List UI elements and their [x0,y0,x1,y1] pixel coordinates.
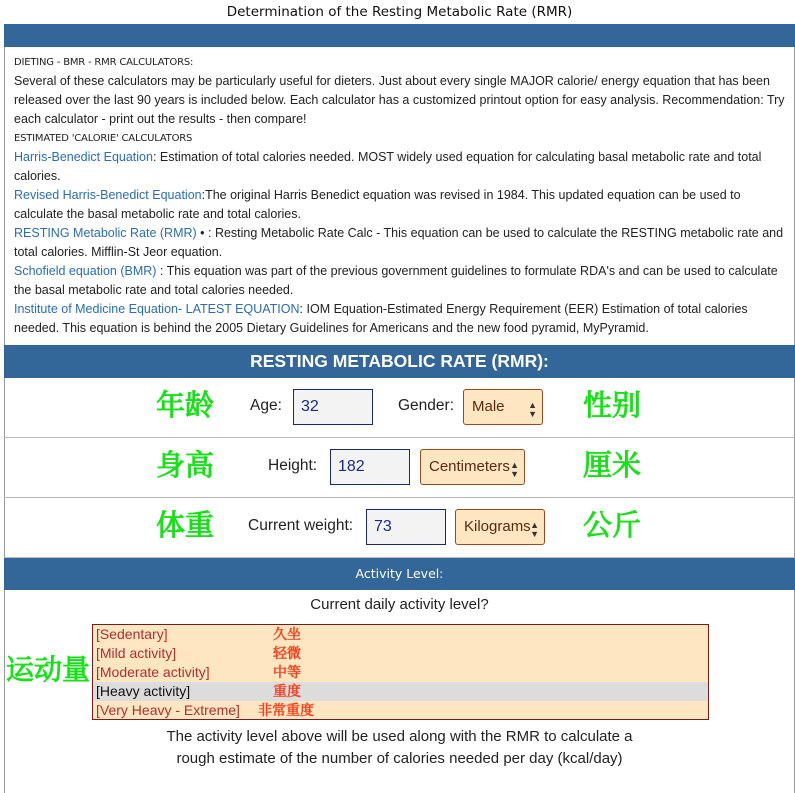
gender-cn-annotation: 性别 [583,390,642,422]
activity-level-bar: Activity Level: [4,558,795,590]
activity-option-moderate[interactable] [93,663,708,682]
option-cn-annotation: 重度 [273,683,301,699]
top-blue-bar [4,24,795,47]
calculator-item-rmr [14,224,786,262]
height-cn-annotation: 身高 [156,450,215,482]
revised-harris-benedict-link[interactable]: Revised Harris-Benedict Equation [14,188,202,202]
intro-paragraph: Several of these calculators may be particularly useful for dieters. Just about every single MAJOR calorie/ energy equation that has been released over the last 90 years is included below. Each calculator has a customized printout option for easy analysis. Recommendation: Try each calculator - print out the results - then compare! [14,74,785,126]
age-label: Age: [250,397,282,414]
weight-label: Current weight: [248,517,354,534]
height-unit-select[interactable]: Centimeters ▲ ▼ [420,449,525,485]
activity-question: Current daily activity level? [310,596,489,613]
option-label: [Very Heavy - Extreme] [96,702,240,718]
weight-unit-cn-annotation: 公斤 [583,510,642,542]
calculator-desc: : Estimation of total calories needed. MOST widely used equation for calculating basal metabolic rate and total calories. [14,150,762,183]
rmr-link[interactable]: RESTING Metabolic Rate (RMR) [14,226,197,240]
schofield-link[interactable]: Schofield equation (BMR) [14,264,157,278]
rmr-form-header: RESTING METABOLIC RATE (RMR): [4,345,795,378]
option-label: [Heavy activity] [96,683,191,699]
gender-select-value: Male [472,398,505,415]
footnote-line-2: rough estimate of the number of calories needed per day (kcal/day) [176,750,623,767]
age-cn-annotation: 年龄 [156,390,215,422]
harris-benedict-link[interactable]: Harris-Benedict Equation [14,150,153,164]
age-gender-row [4,378,795,438]
option-label: [Moderate activity] [96,664,210,680]
calculator-desc: • : Resting Metabolic Rate Calc - This equation can be used to calculate the RESTING metabolic rate and total calories. Mifflin-St Jeor equation. [14,226,784,259]
option-cn-annotation: 非常重度 [258,702,314,718]
calculator-item-iom [14,300,786,338]
calculator-desc: : This equation was part of the previous government guidelines to formulate RDA's and can be used to calculate the basal metabolic rate and total calories needed. [14,264,778,297]
gender-select[interactable]: Male ▲ ▼ [463,389,543,425]
weight-cn-annotation: 体重 [156,510,215,542]
activity-option-very-heavy[interactable] [93,701,708,720]
height-unit-cn-annotation: 厘米 [583,450,642,482]
activity-option-sedentary[interactable] [93,625,708,644]
intro-section [14,53,786,338]
activity-option-heavy[interactable] [93,682,708,701]
activity-option-mild[interactable] [93,644,708,663]
option-cn-annotation: 轻微 [273,645,301,661]
iom-link[interactable]: Institute of Medicine Equation- LATEST EQUATION [14,302,300,316]
footnote-line-1: The activity level above will be used along with the RMR to calculate a [166,728,633,745]
activity-footnote [4,726,795,770]
calculator-item-schofield [14,262,786,300]
activity-listbox[interactable] [92,624,709,720]
calculator-item-harris-benedict [14,148,786,186]
weight-unit-value: Kilograms [464,518,531,535]
height-input[interactable]: 182 [330,449,410,485]
height-row [4,438,795,498]
option-cn-annotation: 久坐 [273,626,301,642]
age-input[interactable]: 32 [293,389,373,425]
calculator-item-revised-harris-benedict [14,186,786,224]
activity-cn-annotation: 运动量 [6,654,91,685]
estimated-header: ESTIMATED 'CALORIE' CALCULATORS [14,133,193,144]
gender-label: Gender: [398,397,455,414]
page-title: Determination of the Resting Metabolic Rate (RMR) [226,4,573,20]
dieting-header: DIETING - BMR - RMR CALCULATORS: [14,57,194,68]
option-label: [Sedentary] [96,626,168,642]
option-cn-annotation: 中等 [273,664,301,680]
calculator-desc: :The original Harris Benedict equation was revised in 1984. This updated equation can be used to calculate the basal metabolic rate and total calories. [14,188,741,221]
calculator-desc: : IOM Equation-Estimated Energy Requirement (EER) Estimation of total calories needed. This equation is behind the 2005 Dietary Guidelines for Americans and the new food pyramid, MyPyramid. [14,302,748,335]
weight-input[interactable]: 73 [366,509,446,545]
option-label: [Mild activity] [96,645,177,661]
weight-row [4,498,795,558]
weight-unit-select[interactable]: Kilograms ▲ ▼ [455,509,545,545]
height-unit-value: Centimeters [429,458,510,475]
height-label: Height: [268,457,318,474]
